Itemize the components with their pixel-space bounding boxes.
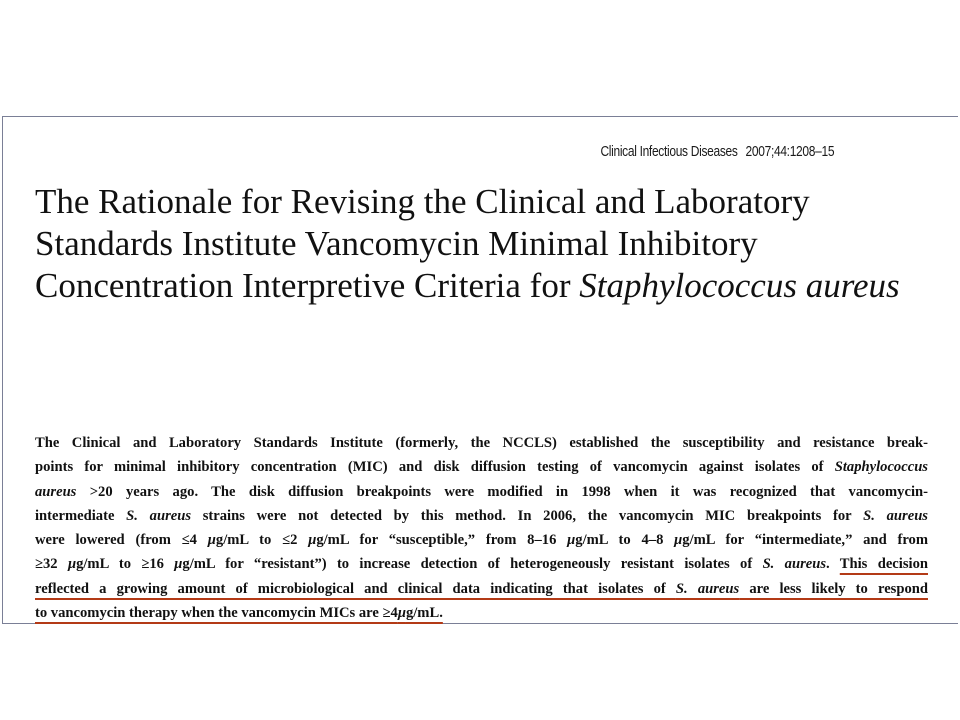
highlighted-text: This decision	[839, 556, 928, 573]
title-line	[35, 223, 935, 265]
abstract-line: points for minimal inhibitory concentration (MIC) and disk diffusion testing of vancomycin against isolates of Staphylococcus	[35, 459, 928, 476]
title-text: The Rationale for Revising the Clinical and Laboratory	[35, 182, 810, 221]
abstract-line: ≥32 μg/mL to ≥16 μg/mL for “resistant”) to increase detection of heterogeneously resistant isolates of S. aureus. This decision	[35, 556, 928, 573]
abstract-line	[35, 577, 928, 601]
article-title	[35, 181, 935, 307]
article-panel	[2, 116, 958, 624]
highlighted-text: reflected a growing amount of microbiological and clinical data indicating that isolates of S. aureus are less likely to respond	[35, 580, 928, 597]
abstract	[35, 431, 928, 625]
title-text: Concentration Interpretive Criteria for	[35, 266, 580, 305]
abstract-line	[35, 601, 928, 625]
title-species: Staphylococcus aureus	[579, 266, 900, 305]
abstract-line: were lowered (from ≤4 μg/mL to ≤2 μg/mL for “susceptible,” from 8–16 μg/mL to 4–8 μg/mL for “intermediate,” and from	[35, 532, 929, 549]
journal-name: Clinical Infectious Diseases	[600, 143, 738, 160]
abstract-line: intermediate S. aureus strains were not detected by this method. In 2006, the vancomycin MIC breakpoints for S. aureus	[35, 507, 928, 524]
highlighted-text: to vancomycin therapy when the vancomycin MICs are ≥4μg/mL.	[35, 605, 443, 622]
title-line	[35, 265, 935, 307]
journal-volume: 2007;44:1208–15	[745, 143, 834, 160]
title-line	[35, 181, 935, 223]
journal-citation	[600, 143, 834, 160]
abstract-line: aureus >20 years ago. The disk diffusion breakpoints were modified in 1998 when it was recognized that vancomycin-	[35, 483, 928, 500]
abstract-line: The Clinical and Laboratory Standards Institute (formerly, the NCCLS) established the susceptibility and resistance break-	[35, 435, 928, 451]
title-text: Standards Institute Vancomycin Minimal Inhibitory	[35, 224, 758, 263]
